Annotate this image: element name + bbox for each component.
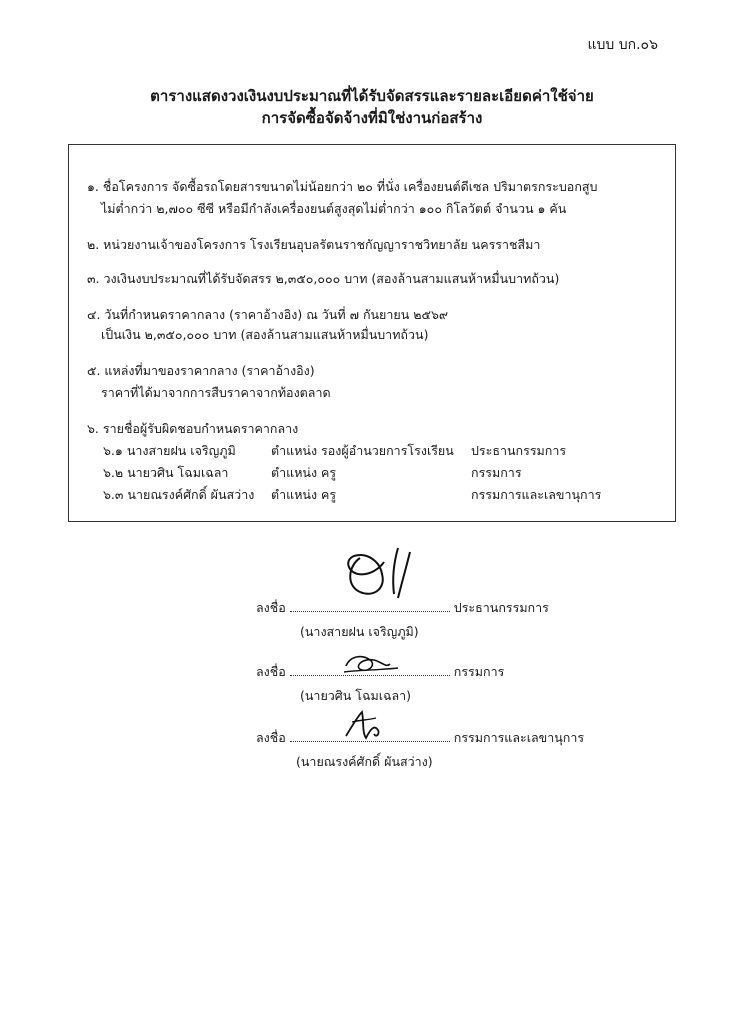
item-3: ๓. วงเงินงบประมาณที่ได้รับจัดสรร ๒,๓๕๐,๐๐๐ บาท (สองล้านสามแสนห้าหมื่นบาทถ้วน) [87,271,560,286]
signer-name-3: (นายณรงค์ศักดิ์ ผันสว่าง) [296,754,433,769]
sign-role: กรรมการ [453,664,505,679]
signature-line-2 [256,662,504,682]
item-6: ๖. รายชื่อผู้รับผิดชอบกำหนดราคากลาง [87,421,299,436]
signer-name-2: (นายวศิน โฉมเฉลา) [300,688,412,703]
committee-member-position: ตำแหน่ง ครู [271,465,337,480]
sign-label: ลงชื่อ [256,730,286,745]
signature-dotted-line [290,663,450,676]
committee-member-name: ๖.๒ นายวศิน โฉมเฉลา [103,465,229,480]
document-title-line-2: การจัดซื้อจัดจ้างที่มิใช่งานก่อสร้าง [261,109,483,127]
sign-role: ประธานกรรมการ [453,600,549,615]
item-1-line-1: ๑. ชื่อโครงการ จัดซื้อรถโดยสารขนาดไม่น้อยกว่า ๒๐ ที่นั่ง เครื่องยนต์ดีเซล ปริมาตรกระบอกสูบ [87,179,598,194]
item-2: ๒. หน่วยงานเจ้าของโครงการ โรงเรียนอุบลรัตนราชกัญญาราชวิทยาลัย นครราชสีมา [87,237,541,252]
item-5-line-1: ๕. แหล่งที่มาของราคากลาง (ราคาอ้างอิง) [87,363,315,378]
committee-member-name: ๖.๑ นางสายฝน เจริญภูมิ [103,443,236,458]
document-title-line-1: ตารางแสดงวงเงินงบประมาณที่ได้รับจัดสรรและรายละเอียดค่าใช้จ่าย [150,87,594,105]
committee-member-name: ๖.๓ นายณรงค์ศักดิ์ ผันสว่าง [103,487,255,502]
form-code: แบบ บก.๐๖ [587,37,658,53]
sign-role: กรรมการและเลขานุการ [453,730,585,745]
sign-label: ลงชื่อ [256,600,286,615]
committee-member-position: ตำแหน่ง ครู [271,487,337,502]
signature-line-1 [256,598,549,618]
item-4-line-1: ๔. วันที่กำหนดราคากลาง (ราคาอ้างอิง) ณ วันที่ ๗ กันยายน ๒๕๖๙ [87,307,449,322]
committee-member-role: กรรมการ [471,465,522,480]
details-box [68,144,676,522]
handwritten-signature-1 [340,538,430,604]
item-4-line-2: เป็นเงิน ๒,๓๕๐,๐๐๐ บาท (สองล้านสามแสนห้าหมื่นบาทถ้วน) [101,327,429,342]
item-5-line-2: ราคาที่ได้มาจากการสืบราคาจากท้องตลาด [101,385,331,400]
signature-dotted-line [290,599,450,612]
signature-dotted-line [290,729,450,742]
committee-member-role: กรรมการและเลขานุการ [471,487,602,502]
item-1-line-2: ไม่ต่ำกว่า ๒,๗๐๐ ซีซี หรือมีกำลังเครื่องยนต์สูงสุดไม่ต่ำกว่า ๑๐๐ กิโลวัตต์ จำนวน ๑ คัน [101,201,567,216]
committee-member-position: ตำแหน่ง รองผู้อำนวยการโรงเรียน [271,443,454,458]
sign-label: ลงชื่อ [256,664,286,679]
committee-member-role: ประธานกรรมการ [471,443,567,458]
signature-line-3 [256,728,584,748]
signer-name-1: (นางสายฝน เจริญภูมิ) [300,624,419,639]
